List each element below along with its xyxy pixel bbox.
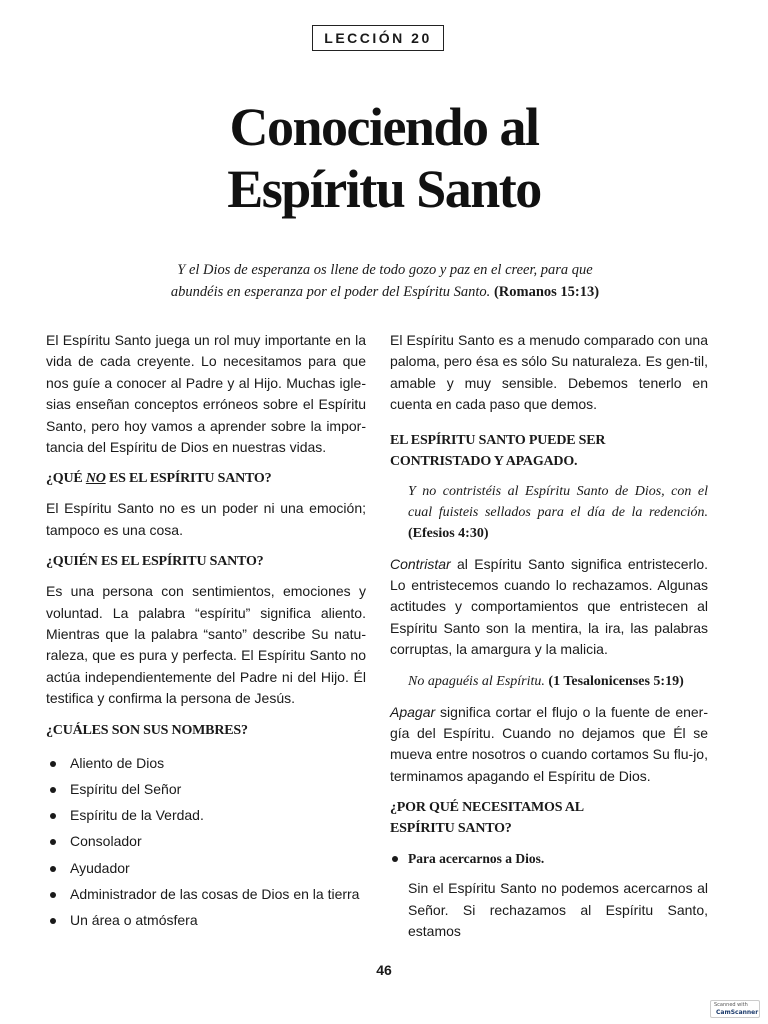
quote-ephesians-text: Y no contristéis al Espíritu Santo de Dios, con el cual fuisteis sellados para el día de la redención. (408, 483, 708, 520)
heading-why-line-1: ¿POR QUÉ NECESITAMOS AL (390, 800, 584, 816)
list-item: Aliento de Dios (46, 750, 366, 776)
closing-paragraph: Sin el Espíritu Santo no podemos acercarnos al Señor. Si rechazamos al Espíritu Santo, estamos (408, 880, 708, 940)
quench-term: Apagar (390, 703, 436, 720)
list-item: Consolador (46, 828, 366, 854)
scanner-brand-text: CamScanner (716, 1009, 759, 1016)
camscanner-badge (710, 1000, 760, 1018)
list-item: Espíritu del Señor (46, 776, 366, 802)
title-line-1: Conociendo al (229, 97, 539, 157)
scanner-caption: Scanned with (714, 1002, 748, 1008)
heading-grieve-line-1: EL ESPÍRITU SANTO PUEDE SER (390, 432, 606, 448)
list-item: Espíritu de la Verdad. (46, 802, 366, 828)
heading-what-not-post: ES EL ESPÍRITU SANTO? (105, 471, 272, 487)
quote-thessalonians-text: No apaguéis al Espíritu. (408, 673, 545, 689)
epigraph-reference: (Romanos 15:13) (493, 284, 600, 300)
epigraph-line-2: abundéis en esperanza por el poder del Espíritu Santo. (170, 284, 491, 300)
quote-thessalonians-ref: (1 Tesalonicenses 5:19) (548, 673, 684, 689)
right-column (390, 330, 708, 953)
grieve-term: Contristar (390, 555, 451, 572)
epigraph (130, 259, 640, 303)
quote-ephesians-ref: (Efesios 4:30) (408, 525, 489, 541)
what-not-paragraph: El Espíritu Santo no es un poder ni una emoción; tampoco es una cosa. (46, 500, 366, 538)
title-line-2: Espíritu Santo (227, 159, 541, 219)
left-column (46, 330, 366, 933)
scanner-brand (714, 1009, 759, 1016)
dove-paragraph: El Espíritu Santo es a menudo comparado con una paloma, pero ésa es sólo Su naturaleza. Es gen-til, amable y muy sensible. Debemos tenerlo en cuenta en cada paso que demos. (390, 332, 708, 413)
who-paragraph: Es una persona con sentimientos, emociones y voluntad. La palabra “espíritu” significa aliento. Mientras que la palabra “santo” describe Su natu-raleza, que es pura y perfecta. El Espíritu Santo no actúa independientemente del Padre ni del Hijo. Él testifica y confirma la persona de Jesús. (46, 583, 366, 707)
lesson-label: LECCIÓN 20 (312, 25, 444, 51)
heading-names: ¿CUÁLES SON SUS NOMBRES? (46, 722, 248, 738)
list-item: Administrador de las cosas de Dios en la tierra (46, 881, 366, 907)
page-number: 46 (376, 962, 392, 978)
heading-what-not (46, 468, 366, 489)
epigraph-line-1: Y el Dios de esperanza os llene de todo gozo y paz en el creer, para que (177, 262, 593, 278)
list-item: Un área o atmósfera (46, 907, 366, 933)
grieve-paragraph (390, 554, 708, 661)
intro-paragraph: El Espíritu Santo juega un rol muy importante en la vida de cada creyente. Lo necesitamos para que nos guíe a conocer al Padre y al Hijo. Muchas igle-sias enseñan conceptos erróneos sobre el Espíritu Santo, pero hoy vamos a aprender sobre la impor-tancia del Espíritu de Dios en nuestras vidas. (46, 332, 366, 456)
page-title (0, 96, 768, 220)
heading-what-not-emphasis: NO (85, 471, 106, 487)
heading-why (390, 797, 708, 839)
heading-why-line-2: ESPÍRITU SANTO? (390, 821, 512, 837)
list-item: Ayudador (46, 855, 366, 881)
grieve-text: al Espíritu Santo significa entristecerlo. Lo entristecemos cuando lo rechazamos. Algunas actitudes y comportamientos que entristecen al Espíritu Santo son la mentira, la ira, las palabras corruptas, la amargura y la malicia. (390, 555, 708, 658)
heading-grieve (390, 430, 708, 472)
quote-ephesians (390, 481, 708, 544)
heading-what-not-pre: ¿QUÉ (46, 471, 86, 487)
bullet-draw-near: Para acercarnos a Dios. (390, 848, 708, 869)
heading-who: ¿QUIÉN ES EL ESPÍRITU SANTO? (46, 554, 264, 570)
names-list (46, 750, 366, 933)
quote-thessalonians (390, 671, 708, 692)
quench-text: significa cortar el flujo o la fuente de ener-gía del Espíritu. Cuando no dejamos que Él se mueva entre nosotros o cuando cortamos Su flu-jo, terminamos apagando el Espíritu de Dios. (390, 703, 708, 784)
quench-paragraph (390, 702, 708, 788)
heading-grieve-line-2: CONTRISTADO Y APAGADO. (390, 453, 578, 469)
